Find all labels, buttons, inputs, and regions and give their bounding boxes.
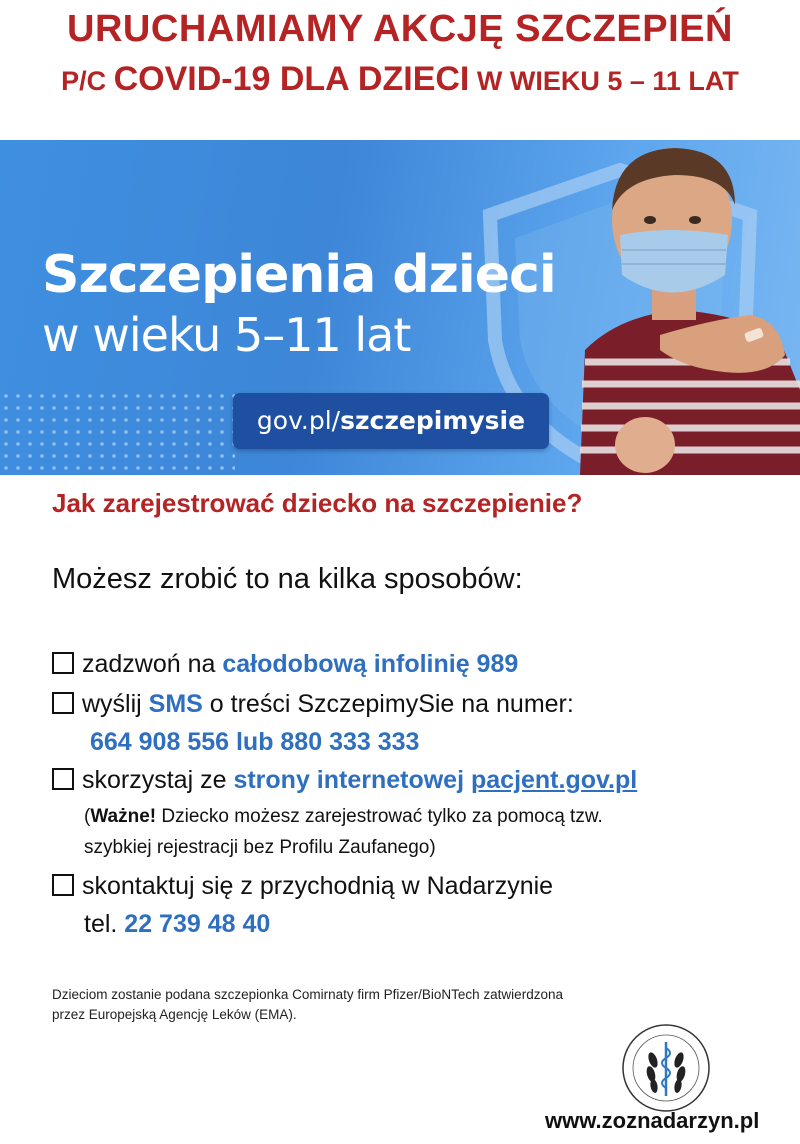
subtitle-main: COVID-19 DLA DZIECI [113, 60, 470, 98]
sms-text: SMS [148, 690, 203, 718]
option-sms-post: o treści SzczepimySie na numer: [202, 690, 574, 718]
option-clinic [52, 872, 553, 901]
important-note [84, 806, 603, 828]
option-call-text: zadzwoń na [82, 650, 223, 678]
poster-title: URUCHAMIAMY AKCJĘ SZCZEPIEŃ [67, 8, 733, 50]
url-bold: szczepimysie [340, 406, 526, 435]
pacjent-link[interactable]: pacjent.gov.pl [470, 766, 638, 794]
campaign-url-button[interactable] [233, 393, 549, 449]
banner-subhead: w wieku 5–11 lat [42, 308, 411, 362]
website-footer-link[interactable]: www.zoznadarzyn.pl [545, 1108, 760, 1133]
checkbox-icon [52, 652, 74, 674]
checkbox-icon [52, 768, 74, 790]
clinic-seal-logo [620, 1022, 712, 1114]
tel-number: 22 739 48 40 [124, 910, 271, 938]
website-text: strony internetowej [233, 766, 465, 794]
subtitle-suffix: W WIEKU 5 – 11 LAT [469, 66, 739, 96]
option-website [52, 766, 637, 795]
checkbox-icon [52, 692, 74, 714]
note-important: Ważne! [90, 806, 157, 827]
option-sms-pre: wyślij [82, 690, 149, 718]
campaign-banner [0, 140, 800, 475]
dot-pattern [0, 390, 235, 470]
registration-question: Jak zarejestrować dziecko na szczepienie? [52, 488, 583, 518]
url-prefix: gov.pl/ [256, 406, 341, 435]
note-rest: Dziecko możesz zarejestrować tylko za pomocą tzw. [156, 806, 603, 827]
option-website-pre: skorzystaj ze [82, 766, 234, 794]
note-open: ( [84, 806, 91, 827]
banner-headline: Szczepienia dzieci [42, 245, 556, 305]
footer-note-line1: Dzieciom zostanie podana szczepionka Comirnaty firm Pfizer/BioNTech zatwierdzona [52, 987, 563, 1002]
option-sms [52, 690, 574, 719]
option-clinic-text: skontaktuj się z przychodnią w Nadarzynie [82, 872, 554, 900]
poster-subtitle [0, 60, 800, 99]
clinic-phone [84, 910, 270, 939]
sms-numbers: 664 908 556 lub 880 333 333 [90, 728, 420, 756]
checkbox-icon [52, 874, 74, 896]
tel-label: tel. [84, 910, 125, 938]
child-photo [560, 140, 800, 475]
option-call [52, 650, 518, 679]
subtitle-prefix: P/C [61, 66, 114, 96]
infoline-text: całodobową infolinię 989 [222, 650, 519, 678]
important-note-line2: szybkiej rejestracji bez Profilu Zaufanego) [84, 837, 436, 858]
intro-text: Możesz zrobić to na kilka sposobów: [52, 563, 523, 595]
footer-note-line2: przez Europejską Agencję Leków (EMA). [52, 1007, 297, 1022]
